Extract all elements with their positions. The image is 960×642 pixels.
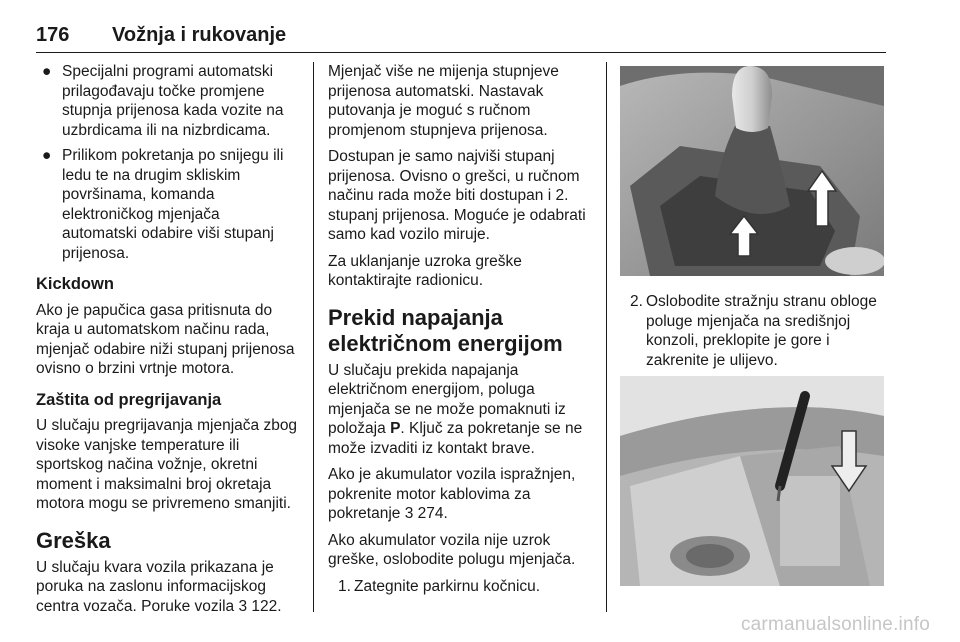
paragraph: Za uklanjanje uzroka greške kontaktirajte radionicu. xyxy=(328,252,522,289)
paragraph: U slučaju prekida napajanja električnom energijom, poluga mjenjača se ne može pomaknuti iz položaja P. Ključ za pokretanje se ne može izvaditi iz kontakt brave. xyxy=(328,361,583,457)
column-divider-2 xyxy=(606,62,607,612)
overheat-text: U slučaju pregrijavanja mjenjača zbog visoke vanjske temperature ili sportskog načina vožnje, okretni moment i maksimalni broj okretaja motora mogu se privremeno smanjiti. xyxy=(36,417,298,512)
page-reference-link[interactable]: 122. xyxy=(251,597,282,615)
paragraph: Dostupan je samo najviši stupanj prijenosa. Ovisno o grešci, u ručnom načinu rada može biti dostupan i 2. stupanj prijenosa. Moguće je odabrati samo kad vozilo miruje. xyxy=(328,148,586,243)
paragraph: Ako je akumulator vozila ispražnjen, pokrenite motor kablovima za pokretanje 3 274. xyxy=(328,466,576,522)
steps-list xyxy=(328,577,596,597)
page-title: Vožnja i rukovanje xyxy=(112,24,287,46)
list-item: 1. Zategnite parkirnu kočnicu. xyxy=(338,577,541,595)
bullet-icon: ● xyxy=(42,63,52,80)
console-cover-illustration xyxy=(620,376,884,586)
column-2 xyxy=(328,62,596,602)
kickdown-heading: Kickdown xyxy=(36,275,114,293)
column-1 xyxy=(36,62,298,623)
page-reference-link[interactable]: 274. xyxy=(417,505,448,522)
overheat-heading: Zaštita od pregrijavanja xyxy=(36,390,222,409)
column-3 xyxy=(620,66,886,586)
power-heading: Prekid napajanja električnom energijom xyxy=(328,304,563,356)
watermark: carmanualsonline.info xyxy=(740,614,930,635)
bullet-list xyxy=(36,62,298,263)
list-item: ● Specijalni programi automatski prilagođavaju točke promjene stupnja prijenosa kada vozite na uzbrdicama ili na nizbrdicama. xyxy=(42,63,284,139)
gear-lever-illustration xyxy=(620,66,884,276)
list-item: 2. Oslobodite stražnju stranu obloge poluge mjenjača na središnjoj konzoli, preklopite je gore i zakrenite je ulijevo. xyxy=(630,293,877,369)
park-position-label: P xyxy=(390,420,401,437)
page-header xyxy=(36,16,886,53)
list-item: ● Prilikom pokretanja po snijegu ili ledu te na drugim skliskim površinama, komanda elektroničkog mjenjača automatski odabire viši stupanj prijenosa. xyxy=(42,147,284,262)
column-divider-1 xyxy=(313,62,314,612)
reference-arrow-icon: 3 xyxy=(238,597,248,615)
steps-list xyxy=(620,292,886,370)
page-number: 176 xyxy=(36,24,70,46)
paragraph: Ako akumulator vozila nije uzrok greške, oslobodite polugu mjenjača. xyxy=(328,531,576,568)
kickdown-text: Ako je papučica gasa pritisnuta do kraja u automatskom načinu rada, mjenjač odabire niži stupanj prijenosa ovisno o brzini vrtnje motora. xyxy=(36,301,295,377)
fault-heading: Greška xyxy=(36,527,111,553)
fault-text: U slučaju kvara vozila prikazana je poruka na zaslonu informacijskog centra vozača. Poruke vozila 3 122. xyxy=(36,558,282,615)
paragraph: Mjenjač više ne mijenja stupnjeve prijenosa automatski. Nastavak putovanja je moguć s ručnom promjenom stupnjeva prijenosa. xyxy=(328,63,559,139)
bullet-icon: ● xyxy=(42,147,52,164)
reference-arrow-icon: 3 xyxy=(404,505,414,522)
